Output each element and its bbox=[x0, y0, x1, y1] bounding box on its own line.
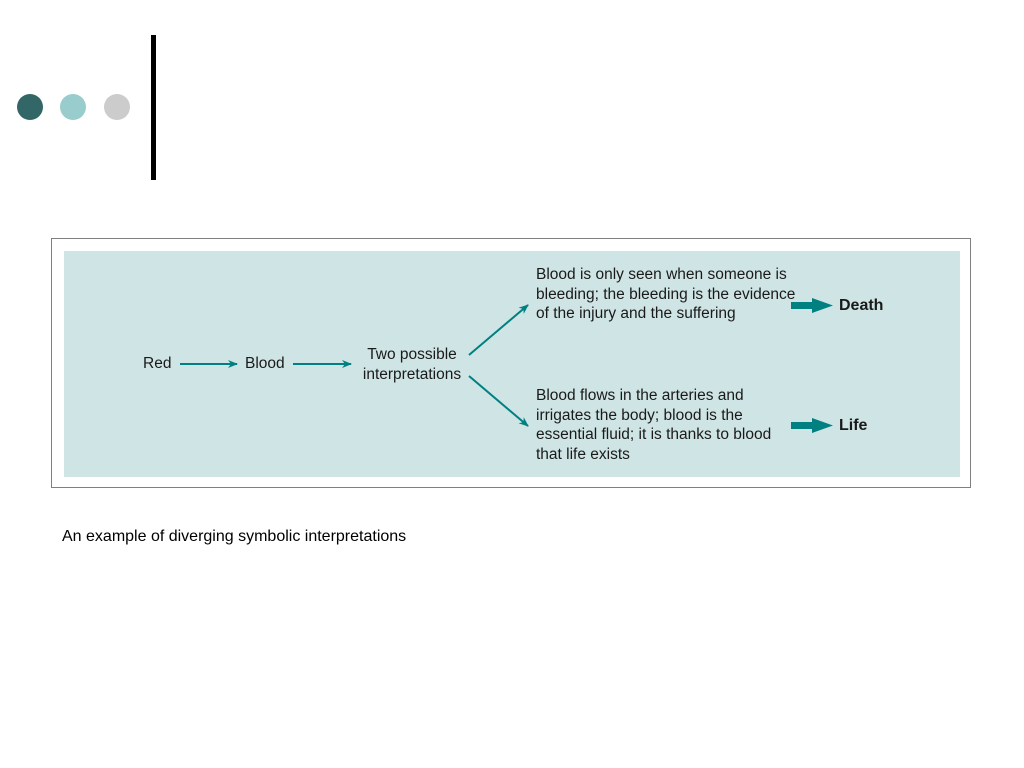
node-death: Death bbox=[839, 297, 884, 314]
node-blood: Blood bbox=[245, 355, 285, 372]
node-red: Red bbox=[143, 355, 172, 372]
block-arrow-to-death bbox=[791, 298, 833, 313]
node-upper-interpretation: Blood is only seen when someone is bleeding; the bleeding is the evidence of the injury and the suffering bbox=[536, 266, 796, 322]
node-life: Life bbox=[839, 417, 868, 434]
arrow-two-to-lower bbox=[469, 376, 528, 426]
node-lower-interpretation: Blood flows in the arteries and irrigates the body; blood is the essential fluid; it is thanks to blood that life exists bbox=[536, 387, 772, 463]
block-arrow-to-life bbox=[791, 418, 833, 433]
figure-caption: An example of diverging symbolic interpretations bbox=[62, 528, 407, 545]
arrow-two-to-upper bbox=[469, 305, 528, 355]
node-two-possible-interpretations: Two possible interpretations bbox=[362, 346, 462, 383]
